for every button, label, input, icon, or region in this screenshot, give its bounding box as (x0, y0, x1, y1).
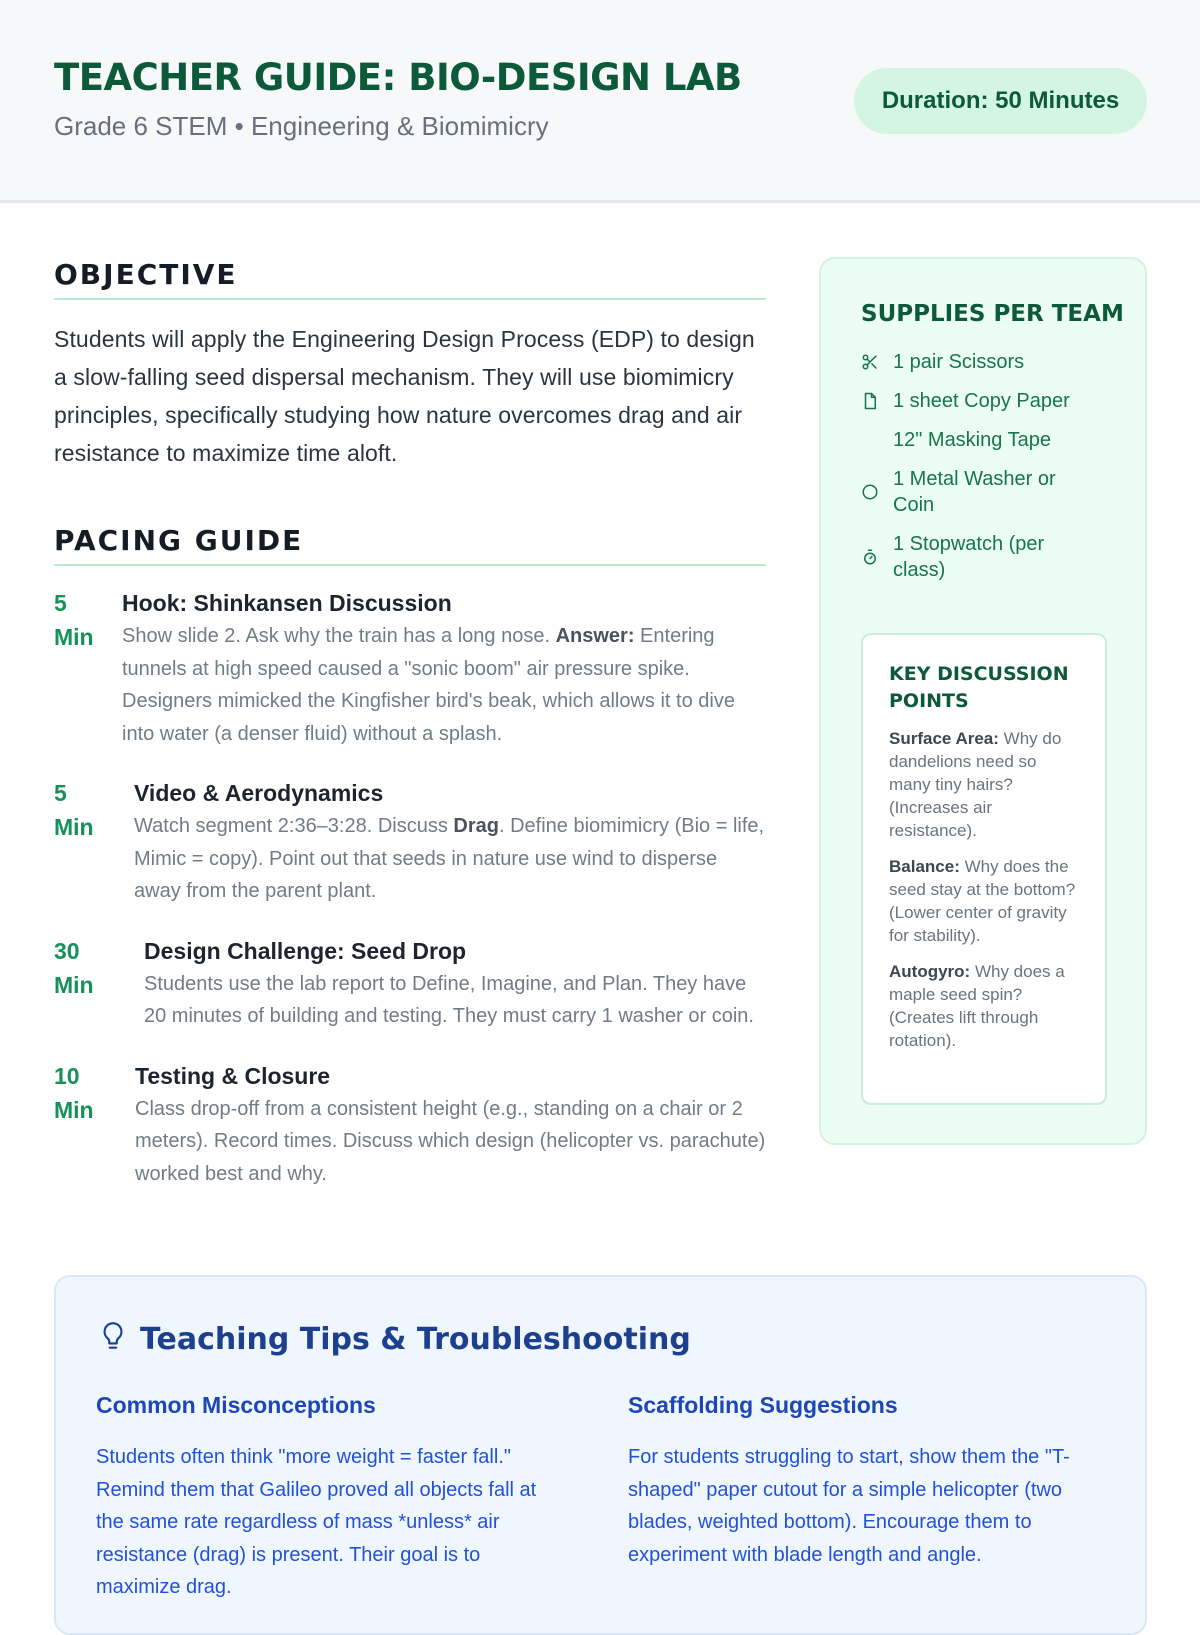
scissors-icon (861, 353, 893, 371)
pacing-item (54, 1059, 766, 1191)
tips-heading: Teaching Tips & Troubleshooting (140, 1322, 691, 1357)
pacing-description (122, 620, 766, 750)
discussion-point-text: Why does the seed stay at the bottom? (Lower center of gravity for stability). (889, 857, 1076, 945)
stopwatch-icon (861, 548, 893, 566)
scaffolding-column (628, 1392, 1098, 1571)
pacing-body (134, 776, 766, 908)
pacing-desc-text: Entering tunnels at high speed caused a "sonic boom" air pressure spike. Designers mimicked the Kingfisher bird's beak, which allows it to dive into water (a denser fluid) without a splash. (122, 625, 735, 745)
discussion-point-text: Why do dandelions need so many tiny hairs? (Increases air resistance). (889, 729, 1062, 840)
page-title: TEACHER GUIDE: BIO-DESIGN LAB (54, 56, 742, 99)
pacing-description: Class drop-off from a consistent height (e.g., standing on a chair or 2 meters). Record times. Discuss which design (helicopter vs. parachute) worked best and why. (135, 1097, 766, 1185)
pacing-time-number: 5 (54, 590, 67, 616)
supply-label: 1 pair Scissors (893, 351, 1025, 373)
pacing-item (54, 776, 766, 908)
discussion-point-label: Balance: (889, 857, 960, 876)
pacing-body (122, 586, 766, 750)
misconceptions-heading: Common Misconceptions (96, 1392, 376, 1418)
pacing-time (54, 776, 134, 908)
supply-item (861, 466, 1131, 518)
pacing-title: Hook: Shinkansen Discussion (122, 590, 452, 616)
pacing-time (54, 934, 144, 1033)
discussion-card (861, 633, 1107, 1105)
pacing-list (54, 586, 766, 1190)
pacing-description: Students use the lab report to Define, Imagine, and Plan. They have 20 minutes of building and testing. They must carry 1 washer or coin. (144, 972, 754, 1027)
pacing-item (54, 586, 766, 750)
supplies-heading: SUPPLIES PER TEAM (861, 301, 1124, 327)
supply-item (861, 427, 1131, 453)
discussion-point (889, 727, 1079, 842)
pacing-title: Testing & Closure (135, 1062, 331, 1089)
page-header (0, 0, 1200, 203)
supply-label: 1 Stopwatch (per class) (893, 533, 1045, 581)
objective-heading: OBJECTIVE (54, 258, 766, 300)
supplies-panel (819, 257, 1147, 1145)
misconceptions-text: Students often think "more weight = faster fall." Remind them that Galileo proved all objects fall at the same rate regardless of mass *unless* air resistance (drag) is present. Their goal is to maximize drag. (96, 1446, 537, 1598)
circle-icon (861, 483, 893, 501)
pacing-time-unit: Min (54, 624, 94, 650)
discussion-point-label: Surface Area: (889, 729, 999, 748)
main-column (54, 258, 766, 1216)
discussion-point (889, 960, 1079, 1052)
pacing-time (54, 1059, 135, 1191)
pacing-time-unit: Min (54, 814, 94, 840)
pacing-description (134, 810, 766, 908)
scaffolding-heading: Scaffolding Suggestions (628, 1392, 898, 1418)
pacing-body (144, 934, 766, 1033)
supply-label: 1 Metal Washer or Coin (893, 468, 1056, 516)
misconceptions-column (96, 1392, 566, 1604)
supplies-list (861, 349, 1131, 596)
pacing-desc-text: . Define biomimicry (Bio = life, Mimic = copy). Point out that seeds in nature use wind to disperse away from the parent plant. (134, 815, 765, 902)
supply-label: 1 sheet Copy Paper (893, 390, 1070, 412)
discussion-point-text: Why does a maple seed spin? (Creates lift through rotation). (889, 962, 1065, 1050)
pacing-title: Design Challenge: Seed Drop (144, 937, 467, 964)
objective-text: Students will apply the Engineering Design Process (EDP) to design a slow-falling seed dispersal mechanism. They will use biomimicry principles, specifically studying how nature overcomes drag and air resistance to maximize time aloft. (54, 326, 755, 466)
pacing-desc-emphasis: Drag (453, 815, 499, 837)
pacing-time-unit: Min (54, 1096, 94, 1123)
objective-section (54, 258, 766, 472)
pacing-desc-text: Watch segment 2:36–3:28. Discuss (134, 815, 454, 837)
supply-item (861, 531, 1131, 583)
pacing-desc-text: Show slide 2. Ask why the train has a long nose. (122, 625, 556, 647)
pacing-item (54, 934, 766, 1033)
tips-header (100, 1321, 691, 1358)
pacing-time-number: 5 (54, 780, 67, 806)
discussion-heading: KEY DISCUSSION POINTS (889, 663, 1069, 712)
duration-badge: Duration: 50 Minutes (854, 68, 1147, 134)
lightbulb-icon (100, 1321, 126, 1358)
pacing-time (54, 586, 122, 750)
pacing-section (54, 524, 766, 1190)
pacing-heading: PACING GUIDE (54, 524, 766, 566)
supply-label: 12" Masking Tape (893, 429, 1051, 451)
discussion-point-label: Autogyro: (889, 962, 971, 981)
supply-item (861, 388, 1131, 414)
pacing-time-number: 10 (54, 1062, 80, 1089)
page-subtitle: Grade 6 STEM • Engineering & Biomimicry (54, 111, 549, 141)
pacing-desc-emphasis: Answer: (555, 625, 635, 647)
file-icon (861, 392, 893, 410)
pacing-time-unit: Min (54, 971, 94, 998)
discussion-point (889, 855, 1079, 947)
pacing-title: Video & Aerodynamics (134, 780, 384, 806)
pacing-time-number: 30 (54, 937, 80, 964)
scaffolding-text: For students struggling to start, show them the "T-shaped" paper cutout for a simple helicopter (two blades, weighted bottom). Encourage them to experiment with blade length and angle. (628, 1446, 1070, 1566)
pacing-body (135, 1059, 766, 1191)
teaching-tips-panel (54, 1275, 1147, 1635)
supply-item (861, 349, 1131, 375)
